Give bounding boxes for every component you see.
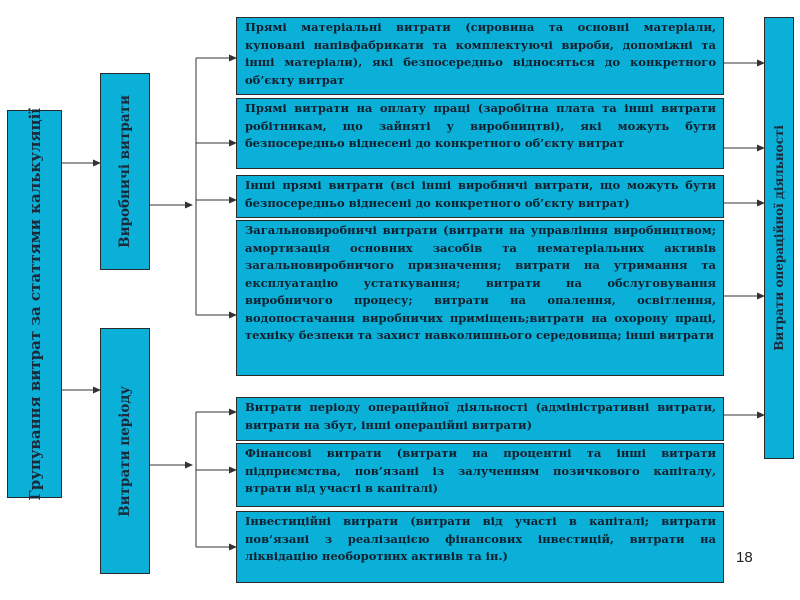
item-financial-text: Фінансові витрати (витрати на процентні та інші витрати підприємства, пов’язані із залученням позичкового капіталу, втрати від участі в капіталі): [245, 446, 716, 495]
item-direct-labor-text: Прямі витрати на оплату праці (заробітна плата та інші витрати робітникам, що зайняті у виробництві), які можуть бути безпосередньо віднесені до конкретного об’єкту витрат: [245, 101, 716, 150]
item-financial: [236, 443, 724, 507]
period-costs-box: [100, 328, 150, 574]
period-costs-label: Витрати періоду: [117, 385, 133, 517]
item-period-operating: [236, 397, 724, 441]
item-investment: [236, 511, 724, 583]
item-direct-labor: [236, 98, 724, 169]
grouping-title-box: [7, 107, 62, 501]
item-period-operating-text: Витрати періоду операційної діяльності (адміністративні витрати, витрати на збут, інші операційні витрати): [245, 400, 716, 432]
item-other-direct: [236, 175, 724, 218]
production-costs-label: Виробничі витрати: [117, 95, 133, 248]
operating-costs-box: [764, 17, 794, 459]
item-direct-materials: [236, 17, 724, 95]
item-other-direct-text: Інші прямі витрати (всі інші виробничі витрати, що можуть бути безпосередньо віднесені до конкретного об’єкту витрат): [245, 178, 716, 210]
item-direct-materials-text: Прямі матеріальні витрати (сировина та основні матеріали, куповані напівфабрикати та комплектуючі вироби, допоміжні та інші матеріали), які безпосередньо відносяться до конкретного об’єкту витрат: [245, 20, 716, 87]
item-overhead-text: Загальновиробничі витрати (витрати на управління виробництвом; амортизація основних засобів та нематеріальних активів загальновиробничого призначення; витрати на утримання та експлуатацію устаткування; витрати на обслуговування виробничого процесу; витрати на опалення, освітлення, водопостачання виробничих приміщень;витрати на охорону праці, техніку безпеки та захист навколишнього середовища; інші витрати: [245, 223, 716, 342]
grouping-title: Групування витрат за статтями калькуляції: [25, 107, 44, 501]
operating-costs-label: Витрати операційної діяльності: [772, 125, 786, 351]
item-overhead: [236, 220, 724, 376]
page-number: 18: [736, 549, 753, 566]
item-investment-text: Інвестиційні витрати (витрати від участі в капіталі; витрати пов’язані з реалізацією фінансових інвестицій, витрати на ліквідацію необоротних активів та ін.): [245, 514, 716, 563]
production-costs-box: [100, 73, 150, 270]
